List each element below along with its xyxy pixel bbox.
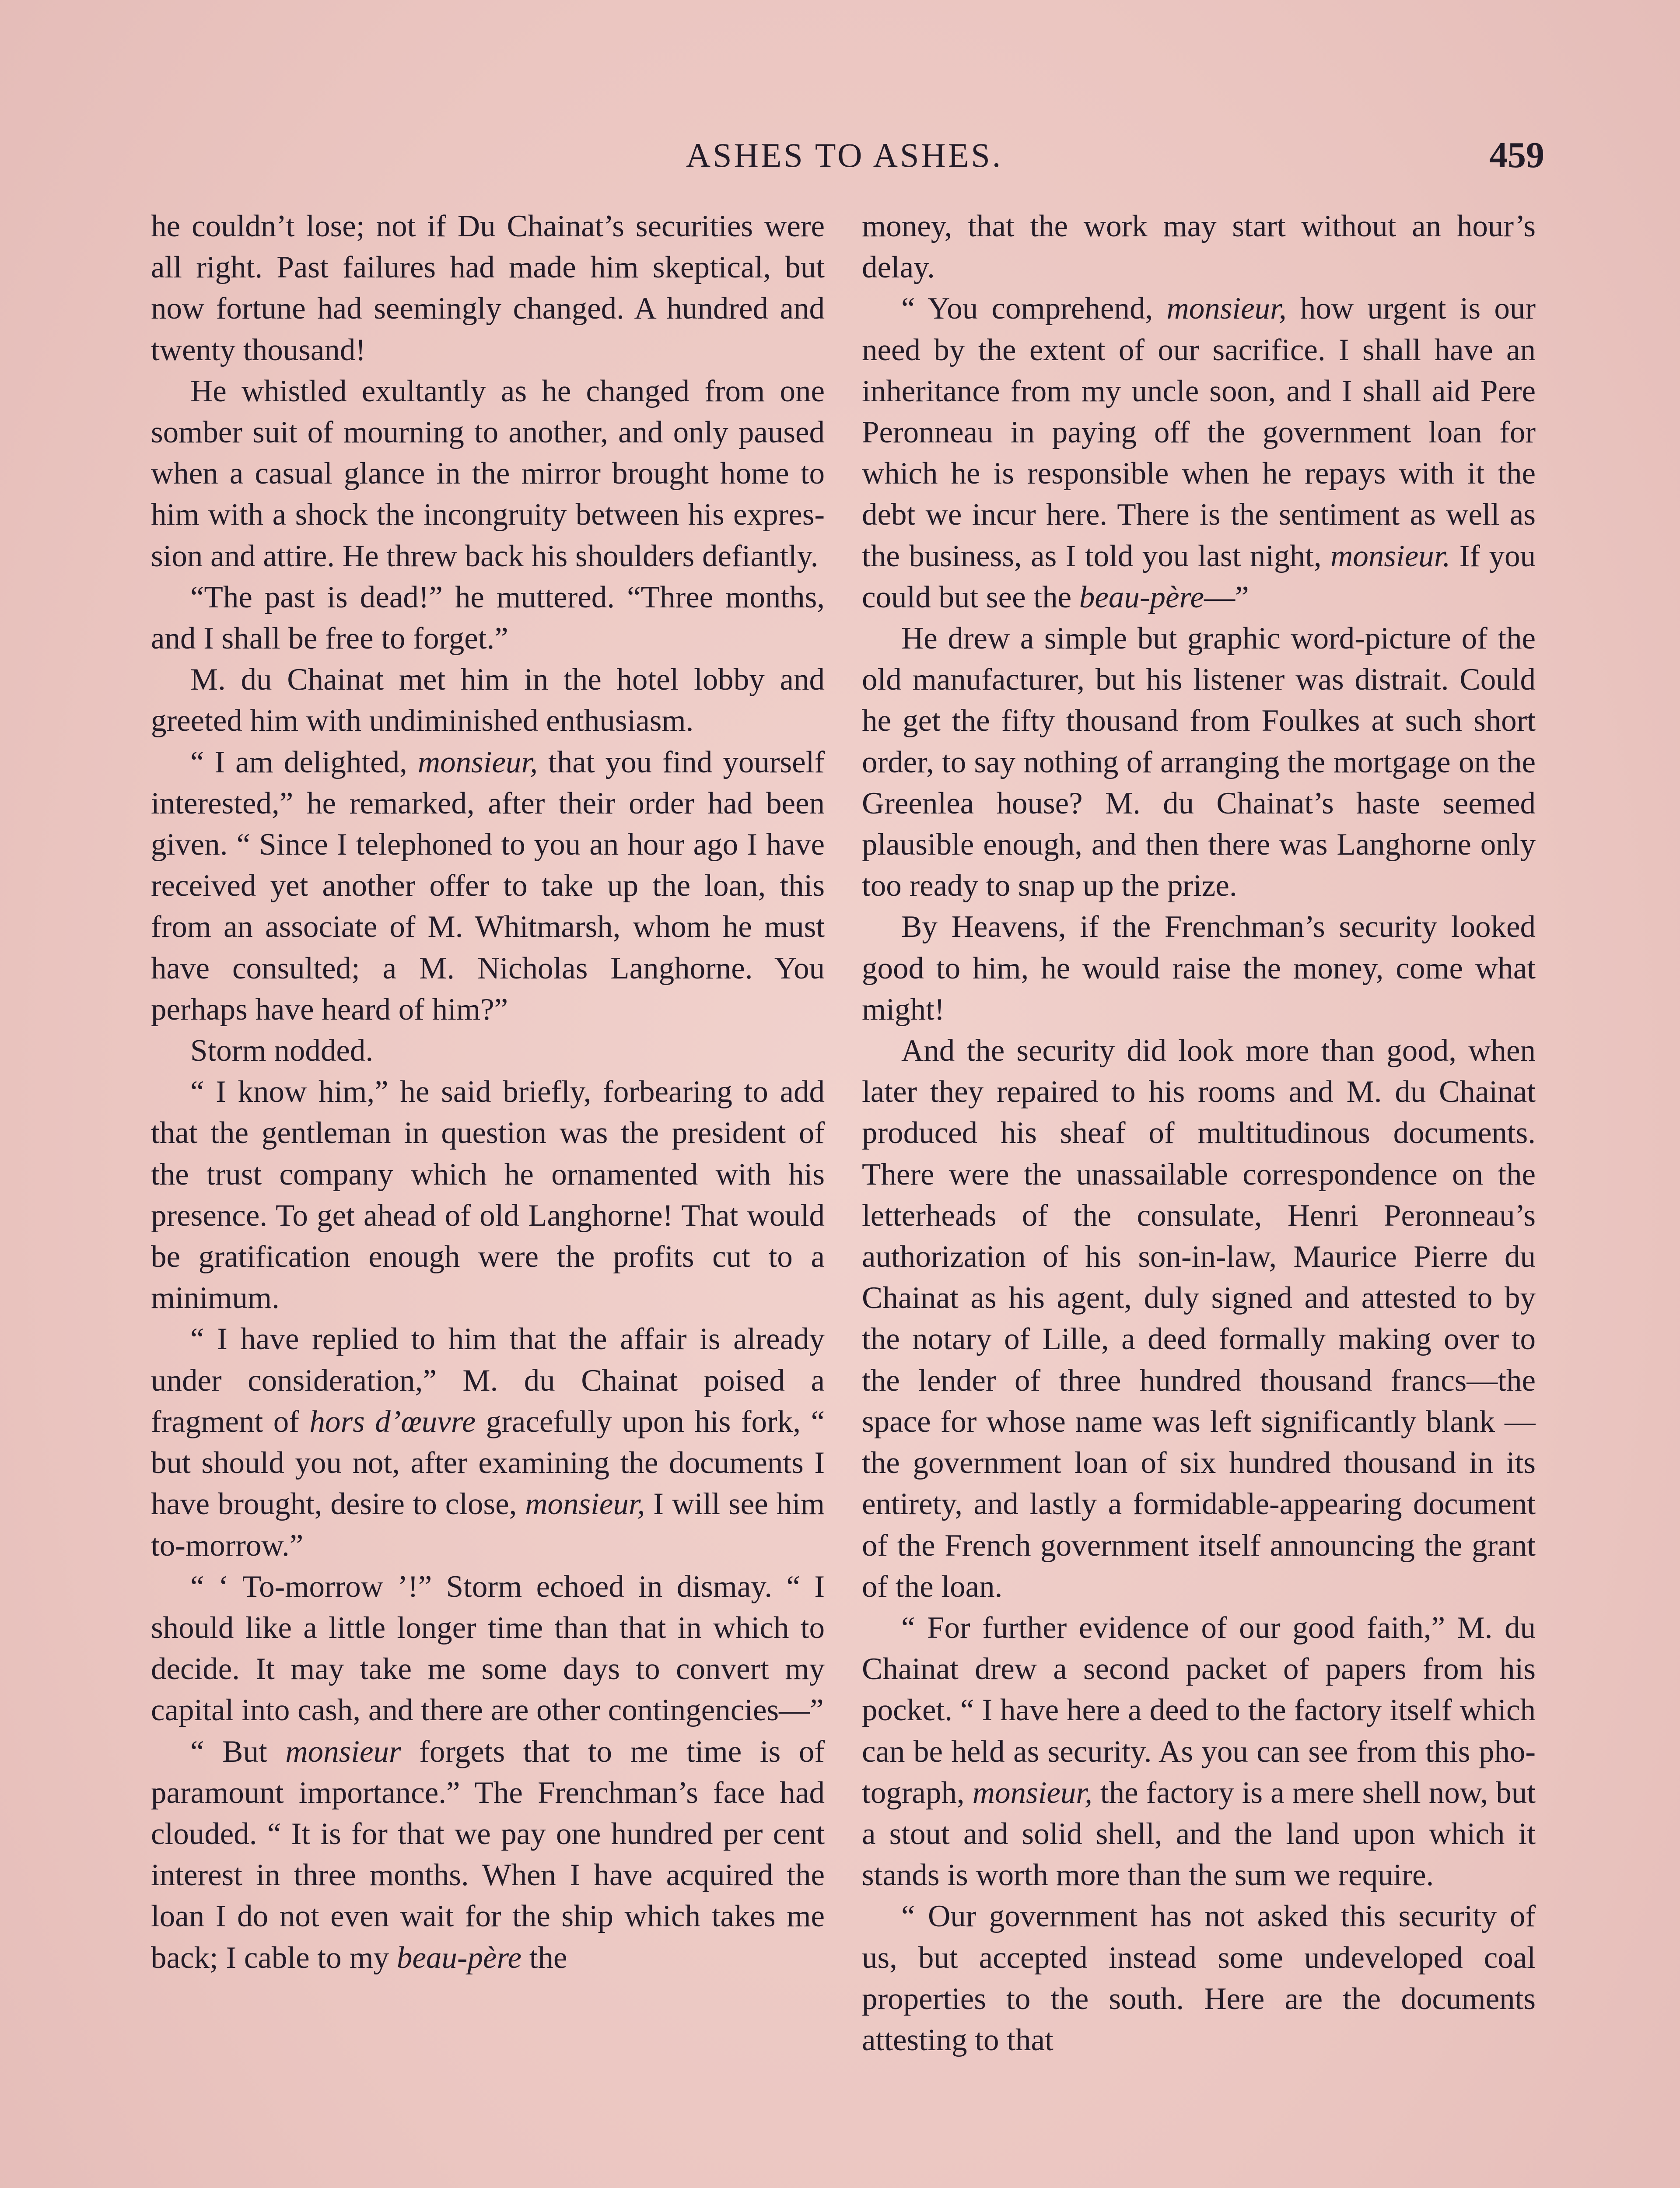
text-run: “ For further evidence of our good faith,” M. du Chainat drew a second packet of papers from his pocket. “ I have here a deed to the factory itself which can be held as security. As you can see from this photograph, <box>862 1610 1536 1810</box>
text-run: “ Our government has not asked this security of us, but accepted instead some undeveloped coal properties to the south. Here are the documents attesting to that <box>862 1899 1536 2057</box>
italic-text: monsieur, <box>525 1487 645 1522</box>
italic-text: monsieur, <box>417 745 538 779</box>
text-run: “ I have replied to him that the affair is already under consideration,” M. du Chainat poised a fragment of <box>151 1322 825 1439</box>
text-run: He drew a simple but graphic word-picture of the old manufacturer, but his listener was distrait. Could he get the fifty thousand from Foulkes at such short order, to say nothing of arranging the mortgage on the Greenlea house? M. du Chainat’s haste seemed plausible enough, and then there was Langhorne only too ready to snap up the prize. <box>862 621 1536 903</box>
text-run: M. du Chainat met him in the hotel lobby and greeted him with undiminished enthusiasm. <box>151 663 825 738</box>
paragraph <box>151 1318 825 1566</box>
text-run: he couldn’t lose; not if Du Chainat’s securities were all right. Past failures had made him skeptical, but now fortune had seemingly changed. A hundred and twenty thousand! <box>151 209 825 367</box>
left-text-column <box>151 206 825 2188</box>
paragraph <box>862 288 1536 618</box>
text-run: “ You comprehend, <box>901 291 1167 326</box>
paragraph <box>151 1071 825 1318</box>
right-text-column <box>862 206 1536 2188</box>
paragraph <box>151 1731 825 1978</box>
italic-text: beau-père <box>396 1940 522 1975</box>
italic-text: monsieur <box>285 1734 401 1769</box>
paragraph <box>862 1030 1536 1607</box>
text-run: money, that the work may start without an hour’s delay. <box>862 209 1536 285</box>
paragraph <box>151 577 825 659</box>
text-run: that you find yourself interested,” he remarked, after their order had been given. “ Since I telephoned to you an hour ago I have received yet another offer to take up the loan, this from an associate of M. Whitmarsh, whom he must have consulted; a M. Nicholas Langhorne. You perhaps have heard of him?” <box>151 745 825 1027</box>
paragraph <box>862 1607 1536 1896</box>
text-run: gracefully upon his fork, “ but should you not, after examining the documents I have brought, desire to close, <box>151 1404 825 1522</box>
paragraph <box>151 1030 825 1071</box>
text-run: If you could but see the <box>862 539 1536 614</box>
text-run: how urgent is our need by the extent of our sacrifice. I shall have an inheritance from my uncle soon, and I shall aid Pere Peronneau in paying off the government loan for which he is responsible when he repays with it the debt we incur here. There is the sentiment as well as the business, as I told you last night, <box>862 291 1536 573</box>
text-run: Storm nodded. <box>190 1034 374 1068</box>
page-header <box>144 131 1544 179</box>
text-run: the factory is a mere shell now, but a stout and solid shell, and the land upon which it stands is worth more than the sum we require. <box>862 1775 1536 1893</box>
text-run: “ ‘ To-morrow ’!” Storm echoed in dismay. “ I should like a little longer time than that in which to decide. It may take me some days to convert my capital into cash, and there are other contingencies—” <box>151 1569 825 1728</box>
italic-text: monsieur, <box>972 1775 1092 1810</box>
text-run: “ But <box>190 1734 286 1769</box>
italic-text: monsieur, <box>1166 291 1287 326</box>
paragraph <box>862 206 1536 288</box>
paragraph <box>862 1896 1536 2061</box>
text-run: forgets that to me time is of paramount importance.” The Frenchman’s face had clouded. “ It is for that we pay one hundred per cent interest in three months. When I have acquired the loan I do not even wait for the ship which takes me back; I cable to my <box>151 1734 825 1975</box>
text-run: the <box>522 1940 567 1975</box>
paragraph <box>151 659 825 741</box>
text-run: He whistled exultantly as he changed from one somber suit of mourning to another, and only paused when a casual glance in the mirror brought home to him with a shock the incongruity between his expression and attire. He threw back his shoulders defiantly. <box>151 374 825 573</box>
text-run: —” <box>1204 580 1249 614</box>
text-run: “The past is dead!” he muttered. “Three months, and I shall be free to forget.” <box>151 580 825 656</box>
paragraph <box>151 371 825 577</box>
text-run: “ I am delighted, <box>190 745 418 779</box>
paragraph <box>151 742 825 1030</box>
text-run: “ I know him,” he said briefly, forbearing to add that the gentleman in question was the president of the trust company which he ornamented with his presence. To get ahead of old Langhorne! That would be gratification enough were the profits cut to a minimum. <box>151 1075 825 1315</box>
italic-text: beau-père <box>1079 580 1204 614</box>
italic-text: monsieur. <box>1330 539 1451 573</box>
paragraph <box>151 206 825 371</box>
text-run: I will see him to-morrow.” <box>151 1487 825 1563</box>
paragraph <box>862 906 1536 1030</box>
text-run: By Heavens, if the Frenchman’s security looked good to him, he would raise the money, come what might! <box>862 910 1536 1027</box>
italic-text: hors d’œuvre <box>309 1404 476 1439</box>
text-run: And the security did look more than good, when later they repaired to his rooms and M. du Chainat produced his sheaf of multitudinous documents. There were the unassailable correspondence on the letterheads of the consulate, Henri Peronneau’s authorization of his son-in-law, Maurice Pierre du Chainat as his agent, duly signed and attested to by the notary of Lille, a deed formally making over to the lender of three hundred thousand francs—the space for whose name was left significantly blank —the government loan of six hundred thousand in its entirety, and lastly a formidable-appearing document of the French government itself announcing the grant of the loan. <box>862 1034 1536 1604</box>
paragraph <box>151 1566 825 1731</box>
paragraph <box>862 618 1536 906</box>
running-title: ASHES TO ASHES. <box>686 136 1003 174</box>
page-number: 459 <box>1489 135 1544 175</box>
